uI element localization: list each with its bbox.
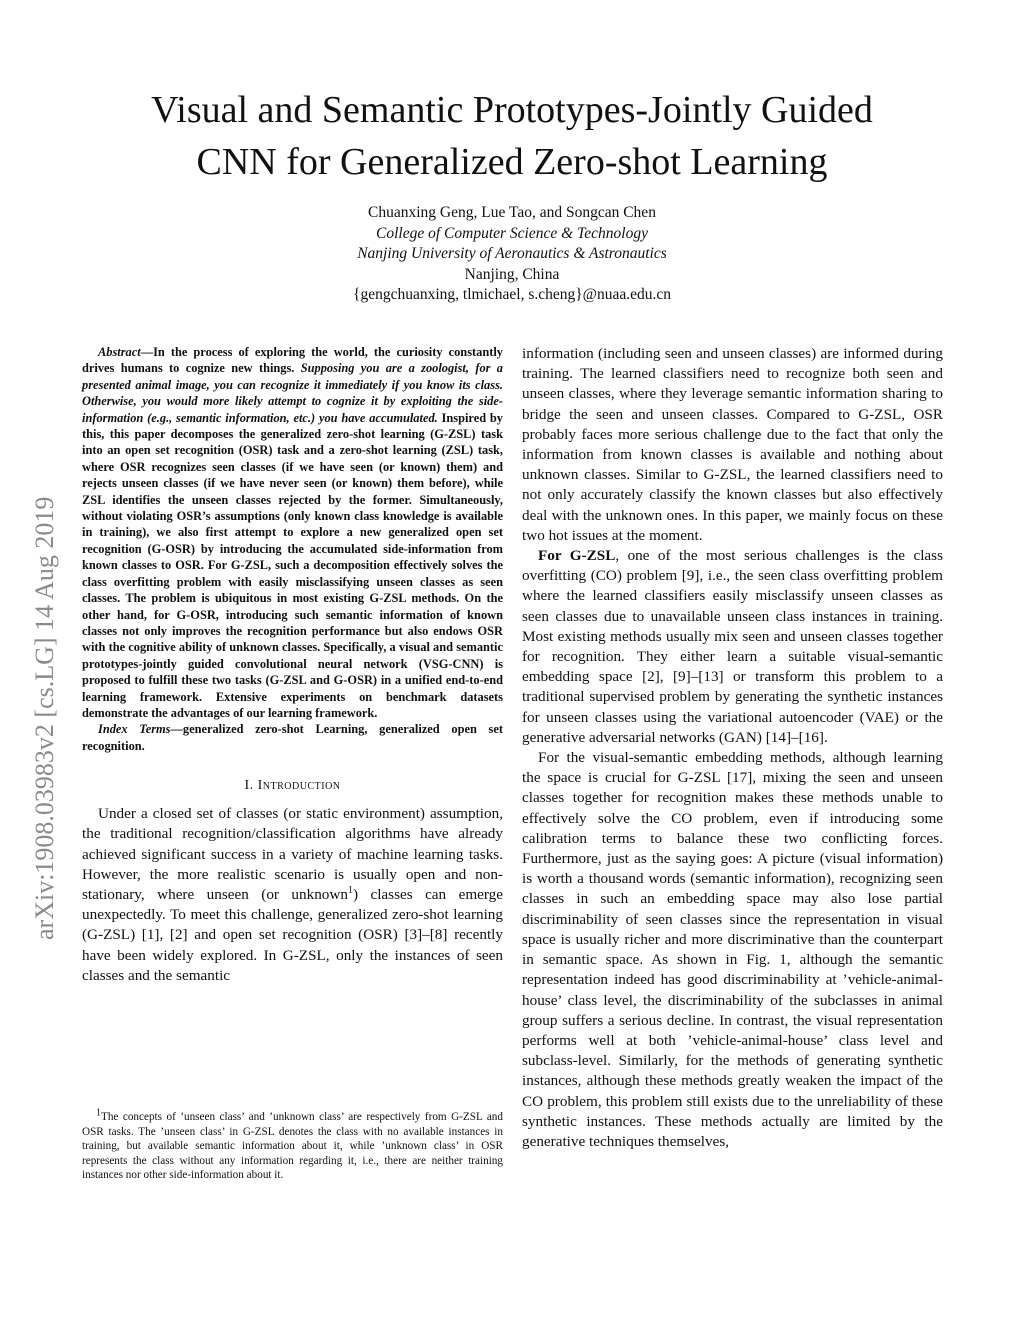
title-line-1: Visual and Semantic Prototypes-Jointly Guided [151, 89, 873, 131]
abstract-rest: Inspired by this, this paper decomposes the generalized zero-shot learning (G-ZSL) task into an open set recognition (OSR) task and a zero-shot learning (ZSL) task, where OSR recognizes seen classes (if we have seen (or known) them) and rejects unseen classes (if we have never seen (or known) them before), while ZSL identifies the unseen classes rejected by the former. Simultaneously, without violating OSR’s assumptions (only known class knowledge is available in training), we also first attempt to explore a new generalized open set recognition (G-OSR) by introducing the accumulated side-information from known classes to OSR. For G-ZSL, such a decomposition effectively solves the class overfitting problem with easily misclassifying unseen classes as seen classes. The problem is ubiquitous in most existing G-ZSL methods. On the other hand, for G-OSR, introducing such semantic information of known classes not only improves the recognition performance but also endows OSR with the cognitive ability of unknown classes. Specifically, a visual and semantic prototypes-jointly guided convolutional neural network (VSG-CNN) is proposed to fulfill these two tasks (G-ZSL and G-OSR) in a unified end-to-end learning framework. Extensive experiments on benchmark datasets demonstrate the advantages of our learning framework. [82, 410, 503, 720]
footnote [82, 1107, 503, 1183]
intro-paragraph-1 [82, 804, 503, 986]
authors: Chuanxing Geng, Lue Tao, and Songcan Chen [368, 204, 656, 221]
index-terms-label: Index Terms [98, 722, 171, 737]
location: Nanjing, China [464, 265, 560, 283]
section-number: I. [244, 778, 254, 794]
affiliation-line-2: Nanjing University of Aeronautics & Astronautics [357, 245, 667, 262]
section-heading [82, 778, 503, 794]
intro-paragraph-2 [522, 546, 943, 748]
intro-paragraph-1-cont: information (including seen and unseen classes) are informed during training. The learned classifiers need to recognize both seen and unseen classes, where they leverage semantic information sharing to bridge the seen and unseen classes. Compared to G-ZSL, OSR probably faces more serious challenge due to the fact that only the information from known classes is available and nothing about unknown classes. Similar to G-ZSL, the learned classifiers need to not only accurately classify the known classes but also effectively deal with the unknown ones. In this paper, we mainly focus on these two hot issues at the moment. [522, 345, 943, 544]
footnote-mark: 1 [96, 1107, 101, 1119]
left-column [82, 344, 503, 986]
intro-p1-text-cont: ) classes can emerge unexpectedly. To meet this challenge, generalized zero-shot learning (G-ZSL) [1], [2] and open set recognition (OSR) [3]–[8] recently have been widely explored. In G-ZSL, only the instances of seen classes and the semantic [82, 885, 503, 984]
intro-paragraph-3: For the visual-semantic embedding methods, although learning the space is crucial for G-ZSL [17], mixing the seen and unseen classes together for recognition makes these methods unable to effectively solve the CO problem, even if introducing some calibration terms to balance these two conflicting forces. Furthermore, just as the saying goes: A picture (visual information) is worth a thousand words (semantic information), recognizing seen classes in such an embedding space may also lose partial discriminability of seen classes since the representation in visual space is usually richer and more discriminative than the counterpart in semantic space. As shown in Fig. 1, although the semantic representation indeed has good discriminability at ’vehicle-animal-house’ class level, the discriminability of the subclasses in animal group suffers a serious decline. In contrast, the visual representation performs well at both ’vehicle-animal-house’ class level and subclass-level. Similarly, for the methods of generating synthetic instances, although these methods greatly weaken the impact of the CO problem, this problem still exists due to the unreliability of these synthetic instances. These methods actually are limited by the generative techniques themselves, [522, 749, 943, 1150]
title-line-2: CNN for Generalized Zero-shot Learning [196, 141, 828, 183]
author-block [200, 203, 824, 306]
abstract [82, 344, 503, 721]
abstract-italic: Supposing you are a zoologist, for a presented animal image, you can recognize it immediately if you know its class. Otherwise, you would more likely attempt to cognize it by exploiting the side-information (e.g., semantic information, etc.) you have accumulated. [82, 361, 503, 425]
abstract-sentence-1: —In the process of exploring the world, the curiosity constantly drives humans to cognize new things. [82, 345, 503, 376]
right-column [522, 344, 943, 1152]
abstract-label: Abstract [98, 345, 141, 359]
emails: {gengchuanxing, tlmichael, s.cheng}@nuaa.edu.cn [353, 286, 671, 303]
intro-p2-text: , one of the most serious challenges is the class overfitting (CO) problem [9], i.e., the seen class overfitting problem where the learned classifiers easily misclassify unseen classes as seen classes due to unavailable unseen class instances in training. Most existing methods usually mix seen and unseen classes together for recognition. They either learn a suitable visual-semantic embedding space [2], [9]–[13] or transform this problem to a traditional supervised problem by generating the synthetic instances for unseen classes using the variational autoencoder (VAE) or the generative adversarial networks (GAN) [14]–[16]. [522, 547, 943, 746]
footnote-text: The concepts of ’unseen class’ and ’unknown class’ are respectively from G-ZSL and OSR tasks. The ’unseen class’ in G-ZSL denotes the class with no available instances in training, but available semantic information about it, while ’unknown class’ in OSR represents the class without any information regarding it, i.e., there are neither training instances nor other side-information about it. [82, 1111, 503, 1182]
arxiv-stamp: arXiv:1908.03983v2 [cs.LG] 14 Aug 2019 [30, 496, 59, 940]
paper-title [60, 84, 964, 188]
index-terms-text: —generalized zero-shot Learning, generalized open set recognition. [82, 722, 503, 753]
affiliation-line-1: College of Computer Science & Technology [376, 224, 648, 242]
index-terms [82, 721, 503, 754]
gzsl-heading: For G-ZSL [538, 547, 616, 565]
intro-p1-text: Under a closed set of classes (or static environment) assumption, the traditional recognition/classification algorithms have already achieved significant success in a variety of machine learning tasks. However, the more realistic scenario is usually open and non-stationary, where unseen (or unknown [82, 805, 503, 903]
section-title: Introduction [257, 778, 341, 794]
footnote-ref: 1 [347, 884, 353, 896]
